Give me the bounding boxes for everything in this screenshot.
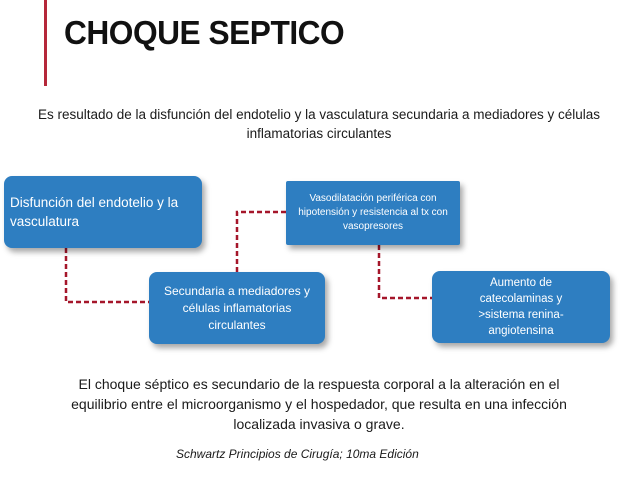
citation: Schwartz Principios de Cirugía; 10ma Edición bbox=[176, 447, 419, 461]
connector-mediadores-vasodilatacion bbox=[237, 212, 286, 272]
node-disfuncion-label: Disfunción del endotelio y la vasculatura bbox=[10, 195, 179, 229]
slide-title: CHOQUE SEPTICO bbox=[64, 14, 345, 51]
conclusion-text: El choque séptico es secundario de la respuesta corporal a la alteración en el equilibrio entre el microorganismo y el hospedador, que resulta en una infección localizada invasiva o grave. bbox=[71, 376, 567, 432]
node-mediadores-label: Secundaria a mediadores y células inflamatorias circulantes bbox=[163, 283, 311, 332]
node-mediadores bbox=[149, 272, 325, 344]
node-vasodilatacion bbox=[286, 181, 460, 245]
connector-disfuncion-mediadores bbox=[66, 248, 149, 302]
connector-vasodilatacion-catecolaminas bbox=[379, 245, 432, 298]
node-catecolaminas-label: Aumento de catecolaminas y >sistema renina-angiotensina bbox=[478, 277, 564, 337]
node-catecolaminas bbox=[432, 271, 610, 343]
node-vasodilatacion-label: Vasodilatación periférica con hipotensión y resistencia al tx con vasopresores bbox=[298, 193, 448, 232]
intro-text: Es resultado de la disfunción del endotelio y la vasculatura secundaria a mediadores y células inflamatorias circulantes bbox=[37, 107, 601, 141]
node-disfuncion bbox=[4, 176, 202, 248]
